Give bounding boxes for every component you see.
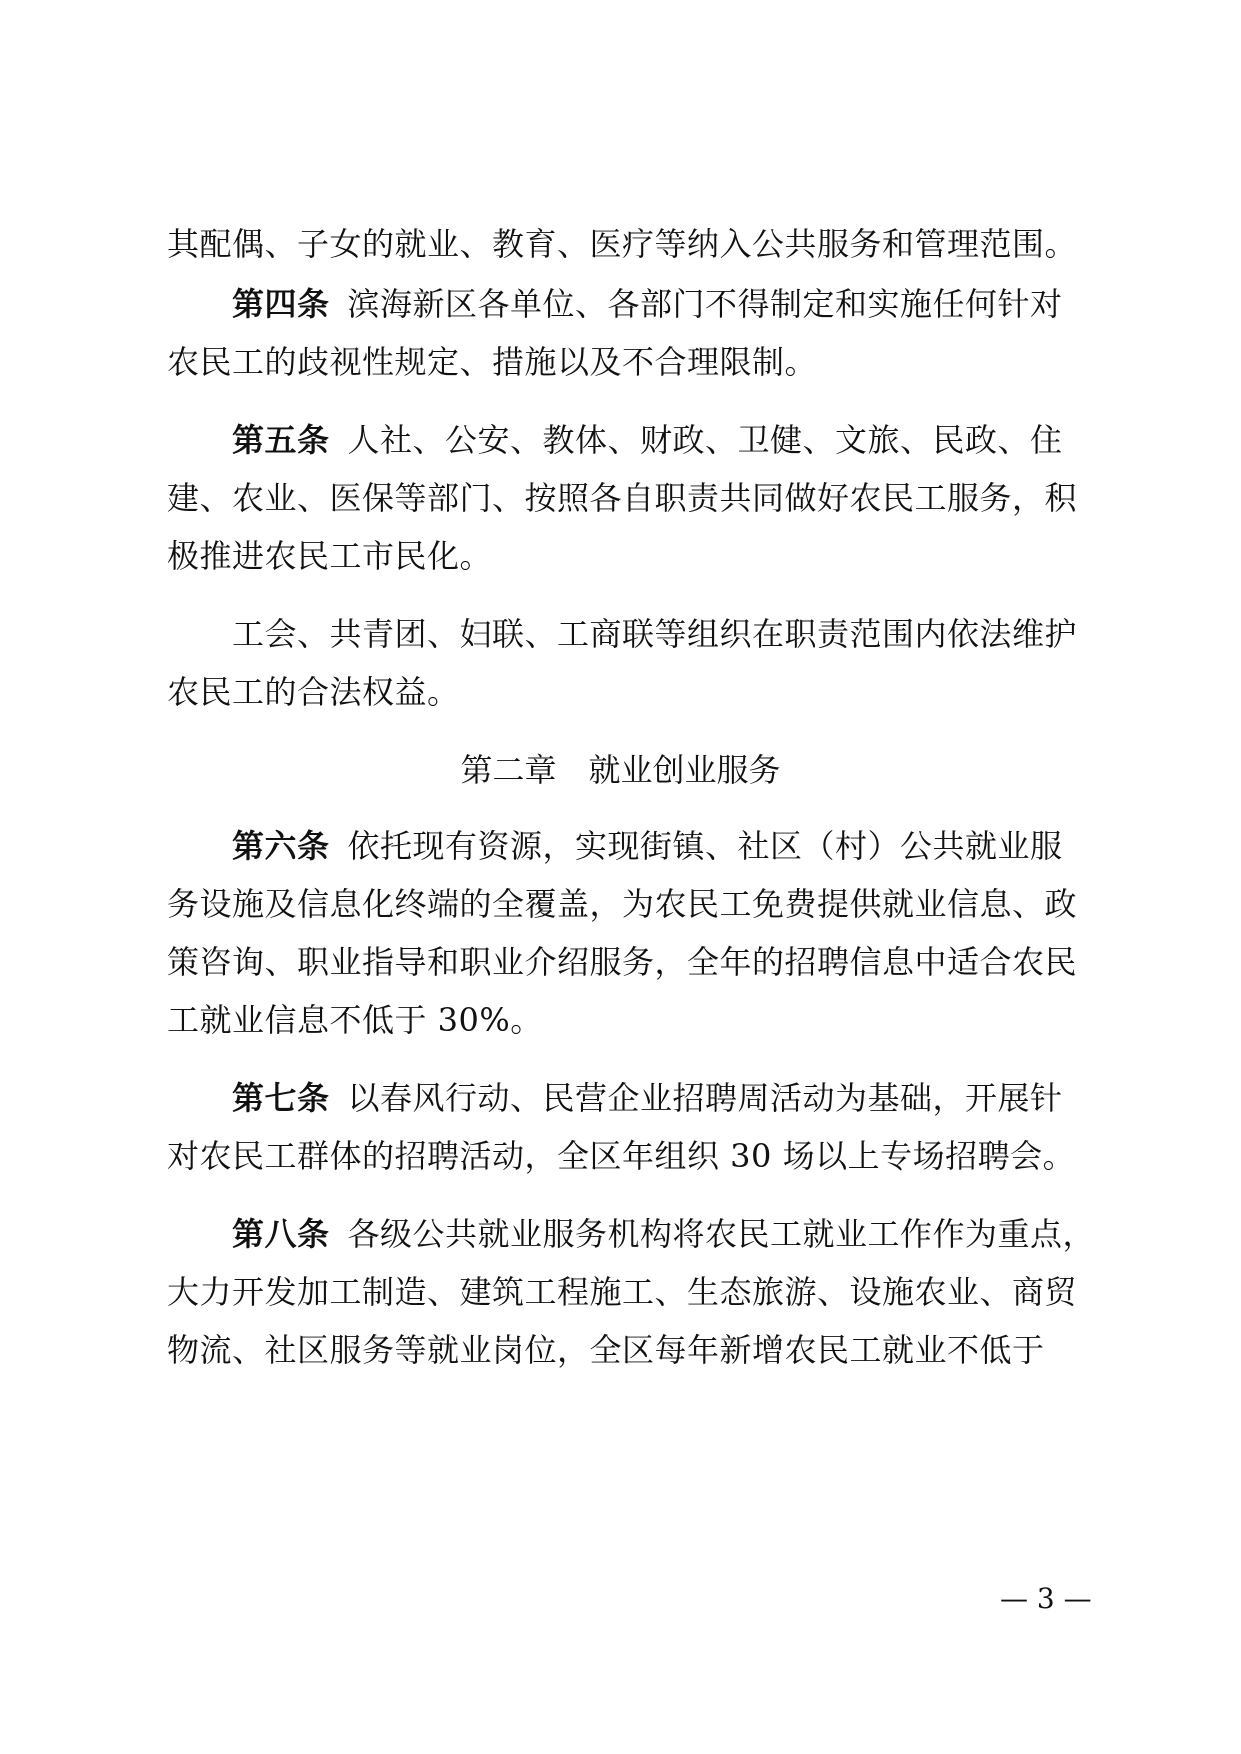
article-5-line-1: 第五条 人社、公安、教体、财政、卫健、文旅、民政、住 [232,421,1063,459]
article-8-line-3: 物流、社区服务等就业岗位，全区每年新增农民工就业不低于 [167,1331,1045,1369]
article-8-line-1: 第八条 各级公共就业服务机构将农民工就业工作作为重点， [232,1215,1096,1253]
article-6-line-2: 务设施及信息化终端的全覆盖，为农民工免费提供就业信息、政 [167,885,1078,923]
article-6-line-4: 工就业信息不低于 30%。 [167,1001,543,1039]
article-6-line-3: 策咨询、职业指导和职业介绍服务，全年的招聘信息中适合农民 [167,943,1078,981]
page-number: — 3 — [1000,1582,1092,1615]
article-7-line-1: 第七条 以春风行动、民营企业招聘周活动为基础，开展针 [232,1079,1063,1117]
article-7-line-2: 对农民工群体的招聘活动，全区年组织 30 场以上专场招聘会。 [167,1137,1076,1175]
article-7-label: 第七条 [232,1079,330,1117]
article-5-line-2: 建、农业、医保等部门、按照各自职责共同做好农民工服务，积 [167,479,1078,517]
chapter-title: 就业创业服务 [588,751,781,789]
article-5-para-2-line-1: 工会、共青团、妇联、工商联等组织在职责范围内依法维护 [232,615,1078,653]
continuation-line: 其配偶、子女的就业、教育、医疗等纳入公共服务和管理范围。 [167,225,1078,263]
article-6-label: 第六条 [232,827,330,865]
article-5-label: 第五条 [232,421,330,459]
article-4-label: 第四条 [232,285,330,323]
article-4-line-1: 第四条 滨海新区各单位、各部门不得制定和实施任何针对 [232,285,1063,323]
article-4-line-2: 农民工的歧视性规定、措施以及不合理限制。 [167,343,818,381]
article-5-line-3: 极推进农民工市民化。 [167,537,493,575]
chapter-heading [0,750,1241,790]
article-6-line-1: 第六条 依托现有资源，实现街镇、社区（村）公共就业服 [232,827,1063,865]
article-8-line-2: 大力开发加工制造、建筑工程施工、生态旅游、设施农业、商贸 [167,1273,1078,1311]
article-8-label: 第八条 [232,1215,330,1253]
article-5-para-2-line-2: 农民工的合法权益。 [167,673,460,711]
chapter-number: 第二章 [460,751,557,789]
